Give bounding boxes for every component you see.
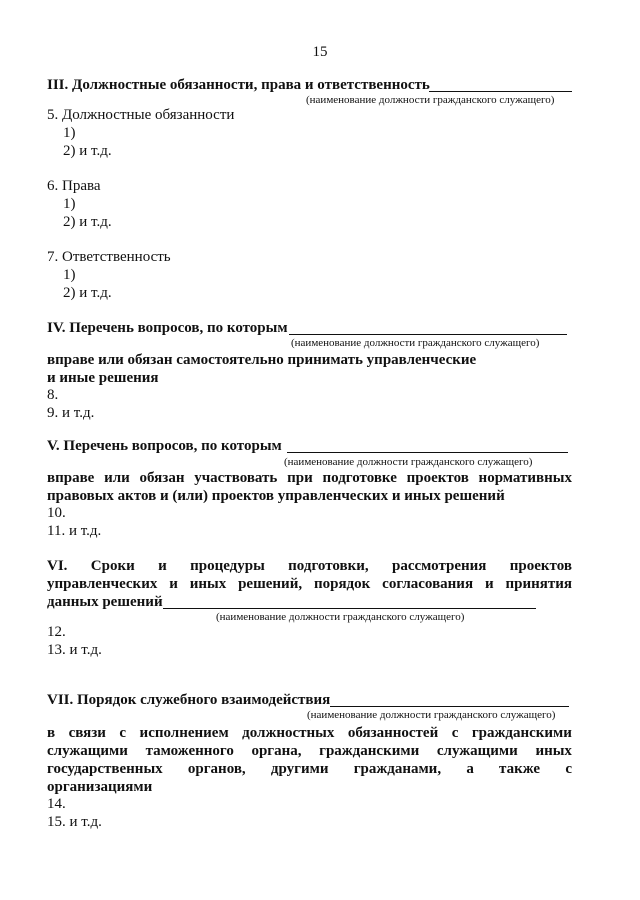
section-6-line-1 (47, 557, 572, 575)
word: порядок (313, 576, 371, 592)
word: проектов (509, 558, 572, 574)
word: рассмотрения (391, 558, 487, 574)
word: обязанностей (347, 725, 439, 741)
section-4-line-2: и иные решения (47, 370, 159, 386)
section-4-caption: (наименование должности гражданского служащего) (291, 337, 540, 349)
word: другими (270, 761, 329, 777)
section-7-line-4: организациями (47, 779, 153, 795)
word: гражданскими (471, 725, 572, 741)
rights-item-1: 1) (63, 196, 76, 212)
duties-item-1: 1) (63, 125, 76, 141)
section-5-line-1 (47, 469, 572, 487)
section-4-line-1: вправе или обязан самостоятельно принимать управленческие (47, 352, 477, 368)
rights-title: 6. Права (47, 178, 101, 194)
word: иных (535, 743, 572, 759)
word: служащими (47, 743, 128, 759)
section-3-blank-line (429, 91, 572, 92)
section-5-heading: V. Перечень вопросов, по которым (47, 438, 282, 454)
word: гражданскими (319, 743, 420, 759)
word: участвовать (194, 470, 278, 486)
word: или (104, 470, 130, 486)
word: вправе (47, 470, 95, 486)
word: с (119, 725, 127, 741)
section-5-caption: (наименование должности гражданского служащего) (284, 456, 533, 468)
word: и (484, 576, 494, 592)
page-number: 15 (312, 44, 328, 60)
responsibility-item-1: 1) (63, 267, 76, 283)
word: связи (68, 725, 106, 741)
section-5-blank-line (287, 452, 568, 453)
rights-item-2: 2) и т.д. (63, 214, 112, 230)
word: проектов (406, 470, 469, 486)
word: исполнением (139, 725, 229, 741)
section-4-item-9: 9. и т.д. (47, 405, 95, 421)
word: органов, (187, 761, 246, 777)
section-3-caption: (наименование должности гражданского служащего) (306, 94, 555, 106)
word: таможенного (145, 743, 234, 759)
section-7-line-2 (47, 742, 572, 760)
word: подготовке (322, 470, 397, 486)
word: служащими (436, 743, 518, 759)
section-6-line-3: данных решений (47, 594, 163, 610)
responsibility-title: 7. Ответственность (47, 249, 171, 265)
section-6-item-12: 12. (47, 624, 66, 640)
section-5-item-10: 10. (47, 505, 66, 521)
section-3-heading: III. Должностные обязанности, права и ответственность (47, 77, 430, 93)
section-4-blank-line (289, 334, 567, 335)
responsibility-item-2: 2) и т.д. (63, 285, 112, 301)
section-7-heading: VII. Порядок служебного взаимодействия (47, 692, 331, 708)
word: в (47, 725, 56, 741)
word: должностных (242, 725, 335, 741)
word: с (451, 725, 459, 741)
word: обязан (139, 470, 185, 486)
word: и (169, 576, 178, 592)
word: с (565, 761, 572, 777)
word: Сроки (90, 558, 135, 574)
duties-title: 5. Должностные обязанности (47, 107, 235, 123)
section-6-blank-line (163, 608, 536, 609)
word: подготовки, (288, 558, 369, 574)
section-7-blank-line (330, 706, 569, 707)
section-4-item-8: 8. (47, 387, 59, 403)
word: органа, (251, 743, 302, 759)
section-7-item-14: 14. (47, 796, 66, 812)
section-5-item-11: 11. и т.д. (47, 523, 102, 539)
duties-item-2: 2) и т.д. (63, 143, 112, 159)
word: а (466, 761, 474, 777)
word: гражданами, (353, 761, 442, 777)
word: принятия (505, 576, 572, 592)
section-6-caption: (наименование должности гражданского служащего) (216, 611, 465, 623)
word: управленческих (47, 576, 158, 592)
word: нормативных (478, 470, 572, 486)
section-7-line-3 (47, 760, 572, 778)
section-7-caption: (наименование должности гражданского служащего) (307, 709, 556, 721)
section-5-line-2: правовых актов и (или) проектов управленческих и иных решений (47, 488, 505, 504)
word: при (287, 470, 313, 486)
word: также (499, 761, 541, 777)
section-6-line-2 (47, 575, 572, 593)
word: VI. (47, 558, 68, 574)
section-4-heading: IV. Перечень вопросов, по которым (47, 320, 288, 336)
word: решений, (238, 576, 303, 592)
word: процедуры (190, 558, 265, 574)
word: иных (189, 576, 227, 592)
section-7-item-15: 15. и т.д. (47, 814, 102, 830)
section-7-line-1 (47, 724, 572, 742)
word: и (158, 558, 167, 574)
word: согласования (382, 576, 474, 592)
section-6-item-13: 13. и т.д. (47, 642, 102, 658)
word: государственных (47, 761, 163, 777)
